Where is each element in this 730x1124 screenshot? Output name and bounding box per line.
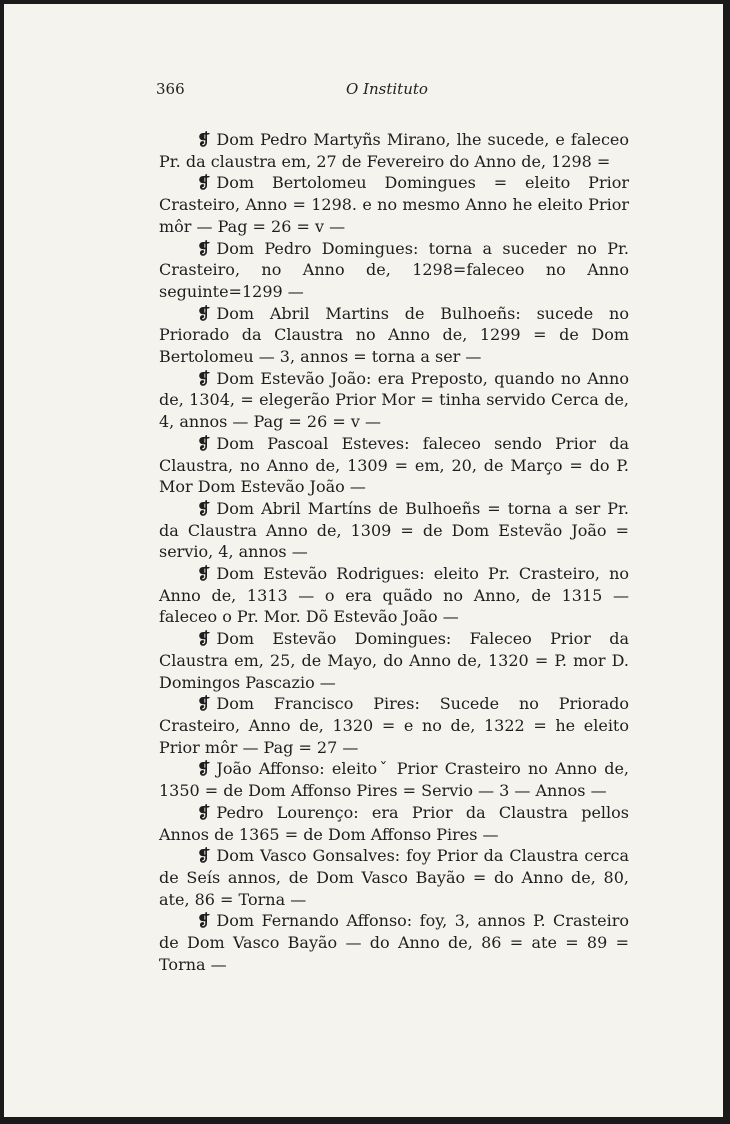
entry-paragraph: [159, 433, 629, 498]
entry-text: Dom Francisco Pires: Sucede no Priorado Crasteiro, Anno de, 1320 = e no de, 1322 = he eleito Prior môr — Pag = 27 —: [159, 694, 629, 757]
paragraph-mark: ❡: [197, 564, 211, 584]
paragraph-mark: ❡: [197, 130, 211, 149]
entry-paragraph: [159, 303, 629, 368]
running-title: O Instituto: [346, 80, 428, 98]
entry-text: Dom Fernando Affonso: foy, 3, annos P. Crasteiro de Dom Vasco Bayão — do Anno de, 86 = ate = 89 = Torna —: [159, 911, 629, 974]
entry-paragraph: [159, 845, 629, 910]
entry-paragraph: [159, 910, 629, 975]
entry-paragraph: [159, 802, 629, 845]
page-number: 366: [156, 80, 185, 98]
entry-text: Dom Estevão João: era Preposto, quando no Anno de, 1304, = elegerão Prior Mor = tinha servido Cerca de, 4, annos — Pag = 26 = v —: [159, 368, 629, 432]
paragraph-mark: ❡: [197, 368, 211, 388]
entry-text: Dom Pedro Martyñs Mirano, lhe sucede, e faleceo Pr. da claustra em, 27 de Fevereiro do Anno de, 1298 =: [159, 130, 629, 171]
paragraph-mark: ❡: [197, 802, 211, 822]
entry-paragraph: [159, 129, 629, 172]
book-page: [4, 4, 723, 1117]
entry-text: Dom Abril Martíns de Bulhoeñs = torna a ser Pr. da Claustra Anno de, 1309 = de Dom Estevão João = servio, 4, annos —: [159, 498, 629, 562]
paragraph-mark: ❡: [197, 303, 211, 323]
entry-paragraph: [159, 693, 629, 758]
entry-paragraph: [159, 172, 629, 237]
body-text: [159, 129, 629, 975]
entry-text: Dom Pedro Domingues: torna a suceder no Pr. Crasteiro, no Anno de, 1298=faleceo no Anno seguinte=1299 —: [159, 238, 629, 301]
entry-paragraph: [159, 498, 629, 563]
entry-text: Dom Estevão Rodrigues: eleito Pr. Crasteiro, no Anno de, 1313 — o era quãdo no Anno, de 1315 — faleceo o Pr. Mor. Dõ Estevão João —: [159, 564, 629, 627]
paragraph-mark: ❡: [197, 759, 211, 779]
paragraph-mark: ❡: [197, 694, 211, 714]
paragraph-mark: ❡: [197, 173, 211, 193]
running-header: [156, 80, 628, 104]
entry-paragraph: [159, 368, 629, 433]
paragraph-mark: ❡: [197, 629, 211, 649]
entry-text: Dom Pascoal Esteves: faleceo sendo Prior da Claustra, no Anno de, 1309 = em, 20, de Março = do P. Mor Dom Estevão João —: [159, 433, 629, 497]
entry-paragraph: [159, 238, 629, 303]
entry-text: Dom Bertolomeu Domingues = eleito Prior Crasteiro, Anno = 1298. e no mesmo Anno he eleito Prior môr — Pag = 26 = v —: [159, 173, 629, 236]
entry-paragraph: [159, 628, 629, 693]
paragraph-mark: ❡: [197, 238, 211, 258]
entry-paragraph: [159, 563, 629, 628]
entry-text: João Affonso: eleitoˇ Prior Crasteiro no Anno de, 1350 = de Dom Affonso Pires = Servio — 3 — Annos —: [159, 759, 629, 801]
entry-text: Dom Estevão Domingues: Faleceo Prior da Claustra em, 25, de Mayo, do Anno de, 1320 = P. mor D. Domingos Pascazio —: [159, 629, 629, 692]
entry-text: Pedro Lourenço: era Prior da Claustra pellos Annos de 1365 = de Dom Affonso Pires —: [159, 802, 629, 844]
paragraph-mark: ❡: [197, 911, 211, 931]
paragraph-mark: ❡: [197, 498, 211, 518]
paragraph-mark: ❡: [197, 433, 211, 453]
entry-text: Dom Vasco Gonsalves: foy Prior da Claustra cerca de Seís annos, de Dom Vasco Bayão = do Anno de, 80, ate, 86 = Torna —: [159, 846, 629, 909]
paragraph-mark: ❡: [197, 846, 211, 866]
entry-text: Dom Abril Martins de Bulhoeñs: sucede no Priorado da Claustra no Anno de, 1299 = de Dom Bertolomeu — 3, annos = torna a ser —: [159, 303, 629, 367]
entry-paragraph: [159, 758, 629, 801]
